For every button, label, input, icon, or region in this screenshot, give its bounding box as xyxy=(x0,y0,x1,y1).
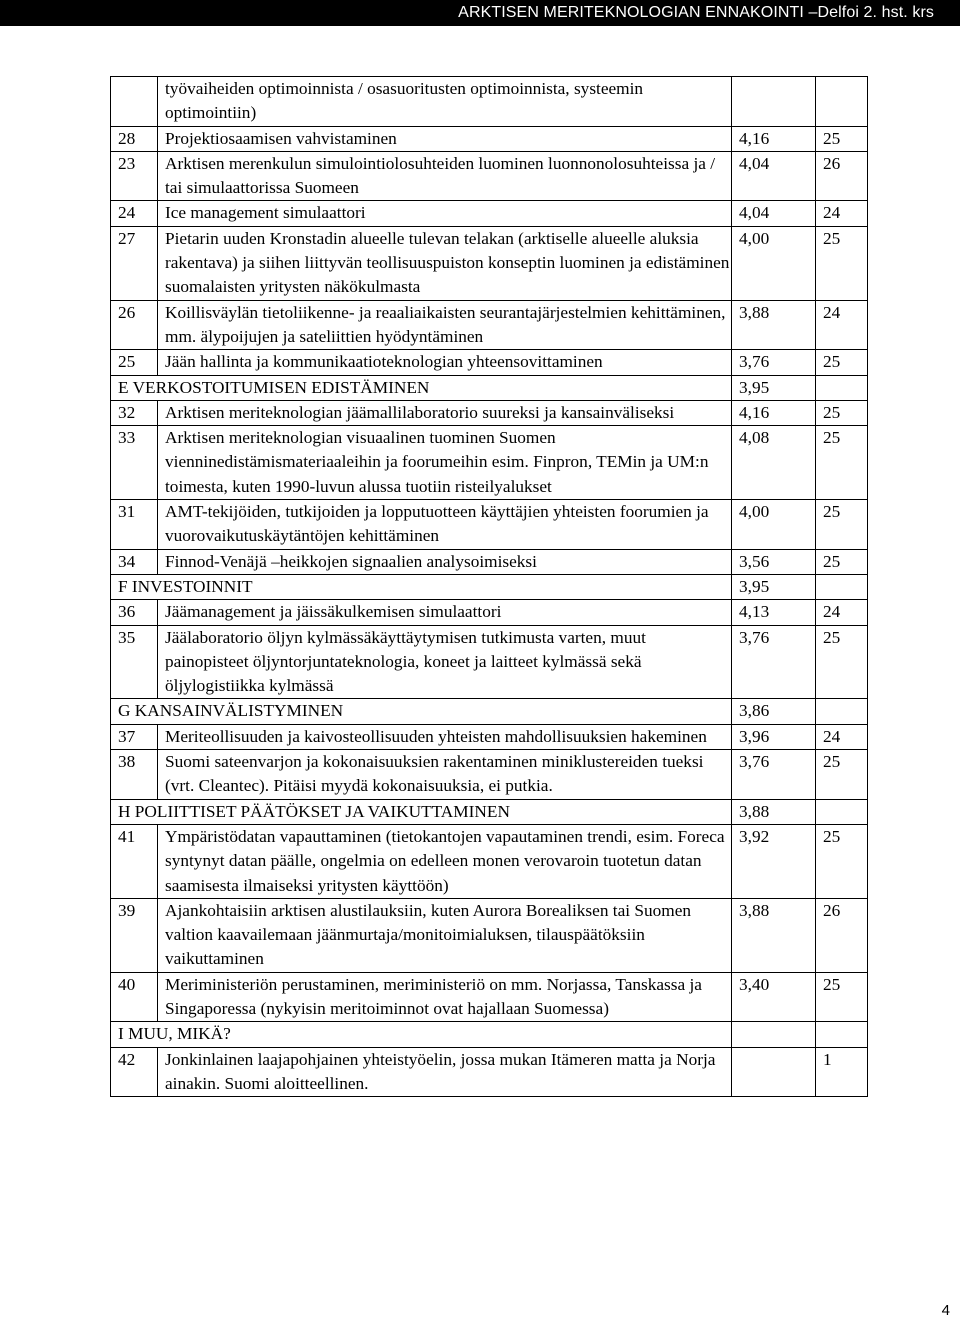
item-id: 31 xyxy=(111,500,158,550)
section-row xyxy=(111,1022,868,1047)
item-id: 37 xyxy=(111,724,158,749)
item-score: 3,96 xyxy=(732,724,816,749)
section-score xyxy=(732,1022,816,1047)
item-id: 23 xyxy=(111,151,158,201)
section-count xyxy=(816,375,868,400)
item-text: Projektiosaamisen vahvistaminen xyxy=(158,126,732,151)
item-score: 3,56 xyxy=(732,549,816,574)
item-score: 3,76 xyxy=(732,750,816,800)
item-id: 40 xyxy=(111,972,158,1022)
item-id: 39 xyxy=(111,898,158,972)
item-count: 25 xyxy=(816,625,868,699)
table-row xyxy=(111,500,868,550)
table-row xyxy=(111,226,868,300)
section-title: G KANSAINVÄLISTYMINEN xyxy=(111,699,732,724)
item-score: 3,40 xyxy=(732,972,816,1022)
item-score: 4,08 xyxy=(732,426,816,500)
item-count: 25 xyxy=(816,824,868,898)
item-text: AMT-tekijöiden, tutkijoiden ja lopputuotteen käyttäjien yhteisten foorumien ja vuorovaikutuskäytäntöjen kehittäminen xyxy=(158,500,732,550)
item-id: 42 xyxy=(111,1047,158,1097)
item-count xyxy=(816,77,868,127)
item-score: 3,88 xyxy=(732,898,816,972)
section-count xyxy=(816,574,868,599)
item-count: 26 xyxy=(816,151,868,201)
table-row xyxy=(111,600,868,625)
item-count: 25 xyxy=(816,972,868,1022)
item-count: 24 xyxy=(816,600,868,625)
item-count: 25 xyxy=(816,549,868,574)
table-row xyxy=(111,898,868,972)
item-count: 24 xyxy=(816,300,868,350)
section-row xyxy=(111,799,868,824)
item-score: 3,92 xyxy=(732,824,816,898)
section-score: 3,95 xyxy=(732,574,816,599)
table-row xyxy=(111,750,868,800)
section-row xyxy=(111,375,868,400)
item-text: Arktisen merenkulun simulointiolosuhteiden luominen luonnonolosuhteissa ja / tai simulaattorissa Suomeen xyxy=(158,151,732,201)
table-row xyxy=(111,151,868,201)
item-score: 3,76 xyxy=(732,350,816,375)
section-score: 3,88 xyxy=(732,799,816,824)
table-row xyxy=(111,201,868,226)
document-header-title: ARKTISEN MERITEKNOLOGIAN ENNAKOINTI –Delfoi 2. hst. krs xyxy=(458,4,934,21)
item-count: 26 xyxy=(816,898,868,972)
item-id: 28 xyxy=(111,126,158,151)
item-text: Meriteollisuuden ja kaivosteollisuuden yhteisten mahdollisuuksien hakeminen xyxy=(158,724,732,749)
section-count xyxy=(816,799,868,824)
section-title: H POLIITTISET PÄÄTÖKSET JA VAIKUTTAMINEN xyxy=(111,799,732,824)
item-count: 25 xyxy=(816,350,868,375)
table-row xyxy=(111,972,868,1022)
item-count: 24 xyxy=(816,201,868,226)
item-text: Meriministeriön perustaminen, meriministeriö on mm. Norjassa, Tanskassa ja Singaporessa (nykyisin meritoiminnot ovat hajallaan Suomessa) xyxy=(158,972,732,1022)
table-row xyxy=(111,549,868,574)
section-count xyxy=(816,699,868,724)
item-id: 33 xyxy=(111,426,158,500)
item-id: 34 xyxy=(111,549,158,574)
section-title: E VERKOSTOITUMISEN EDISTÄMINEN xyxy=(111,375,732,400)
item-count: 25 xyxy=(816,750,868,800)
table-row xyxy=(111,77,868,127)
item-score xyxy=(732,77,816,127)
item-score: 4,00 xyxy=(732,226,816,300)
table-row xyxy=(111,724,868,749)
item-id: 25 xyxy=(111,350,158,375)
table-row xyxy=(111,126,868,151)
table-row xyxy=(111,350,868,375)
item-score: 3,76 xyxy=(732,625,816,699)
item-score: 4,04 xyxy=(732,151,816,201)
section-title: I MUU, MIKÄ? xyxy=(111,1022,732,1047)
item-count: 1 xyxy=(816,1047,868,1097)
item-text: Suomi sateenvarjon ja kokonaisuuksien rakentaminen miniklustereiden tueksi (vrt. Cleantec). Pitäisi myydä kokonaisuuksia, ei putkia. xyxy=(158,750,732,800)
item-text: Jonkinlainen laajapohjainen yhteistyöelin, jossa mukan Itämeren matta ja Norja ainakin. Suomi aloitteellinen. xyxy=(158,1047,732,1097)
section-title: F INVESTOINNIT xyxy=(111,574,732,599)
item-text: Jään hallinta ja kommunikaatioteknologian yhteensovittaminen xyxy=(158,350,732,375)
item-text: Koillisväylän tietoliikenne- ja reaaliaikaisten seurantajärjestelmien kehittäminen, mm. älypoijujen ja sateliittien hyödyntäminen xyxy=(158,300,732,350)
page-number: 4 xyxy=(941,1302,950,1319)
item-count: 25 xyxy=(816,126,868,151)
item-text: Ympäristödatan vapauttaminen (tietokantojen vapautaminen trendi, esim. Foreca syntynyt datan päälle, ongelmia on edelleen monen verovaroin tuotetun datan saamisesta ilmaiseksi yritysten käyttöön) xyxy=(158,824,732,898)
item-score xyxy=(732,1047,816,1097)
item-text: Jäämanagement ja jäissäkulkemisen simulaattori xyxy=(158,600,732,625)
table-row xyxy=(111,824,868,898)
item-text: Pietarin uuden Kronstadin alueelle tulevan telakan (arktiselle alueelle aluksia rakentava) ja siihen liittyvän teollisuuspuiston konseptin luominen ja edistäminen suomalaisten yritysten näkökulmasta xyxy=(158,226,732,300)
item-id: 26 xyxy=(111,300,158,350)
section-score: 3,95 xyxy=(732,375,816,400)
section-count xyxy=(816,1022,868,1047)
item-id: 24 xyxy=(111,201,158,226)
item-text: Jäälaboratorio öljyn kylmässäkäyttäytymisen tutkimusta varten, muut painopisteet öljyntorjuntateknologia, koneet ja laitteet kylmässä sekä öljylogistiikka kylmässä xyxy=(158,625,732,699)
item-text: Arktisen meriteknologian jäämallilaboratorio suureksi ja kansainväliseksi xyxy=(158,400,732,425)
results-table xyxy=(110,76,868,1097)
item-text: Finnod-Venäjä –heikkojen signaalien analysoimiseksi xyxy=(158,549,732,574)
table-row xyxy=(111,1047,868,1097)
section-score: 3,86 xyxy=(732,699,816,724)
document-header xyxy=(0,0,960,26)
item-count: 24 xyxy=(816,724,868,749)
item-text: Arktisen meriteknologian visuaalinen tuominen Suomen vienninedistämismateriaaleihin ja foorumeihin esim. Finpron, TEMin ja UM:n toimesta, kuten 1990-luvun alussa tuotiin risteilyalukset xyxy=(158,426,732,500)
item-id: 38 xyxy=(111,750,158,800)
section-row xyxy=(111,699,868,724)
item-id: 32 xyxy=(111,400,158,425)
results-table-body xyxy=(111,77,868,1097)
item-text: Ajankohtaisiin arktisen alustilauksiin, kuten Aurora Borealiksen tai Suomen valtion kaavailemaan jäänmurtaja/monitoimialuksen, tilauspäätöksiin vaikuttaminen xyxy=(158,898,732,972)
item-id: 41 xyxy=(111,824,158,898)
item-score: 4,04 xyxy=(732,201,816,226)
item-score: 4,00 xyxy=(732,500,816,550)
item-id: 36 xyxy=(111,600,158,625)
item-count: 25 xyxy=(816,426,868,500)
table-row xyxy=(111,625,868,699)
item-score: 4,13 xyxy=(732,600,816,625)
item-text: Ice management simulaattori xyxy=(158,201,732,226)
item-count: 25 xyxy=(816,400,868,425)
table-row xyxy=(111,426,868,500)
section-row xyxy=(111,574,868,599)
item-score: 4,16 xyxy=(732,126,816,151)
item-id: 27 xyxy=(111,226,158,300)
item-id: 35 xyxy=(111,625,158,699)
table-row xyxy=(111,400,868,425)
item-score: 3,88 xyxy=(732,300,816,350)
item-text: työvaiheiden optimoinnista / osasuoritusten optimoinnista, systeemin optimointiin) xyxy=(158,77,732,127)
item-score: 4,16 xyxy=(732,400,816,425)
item-count: 25 xyxy=(816,500,868,550)
table-row xyxy=(111,300,868,350)
item-count: 25 xyxy=(816,226,868,300)
item-id xyxy=(111,77,158,127)
